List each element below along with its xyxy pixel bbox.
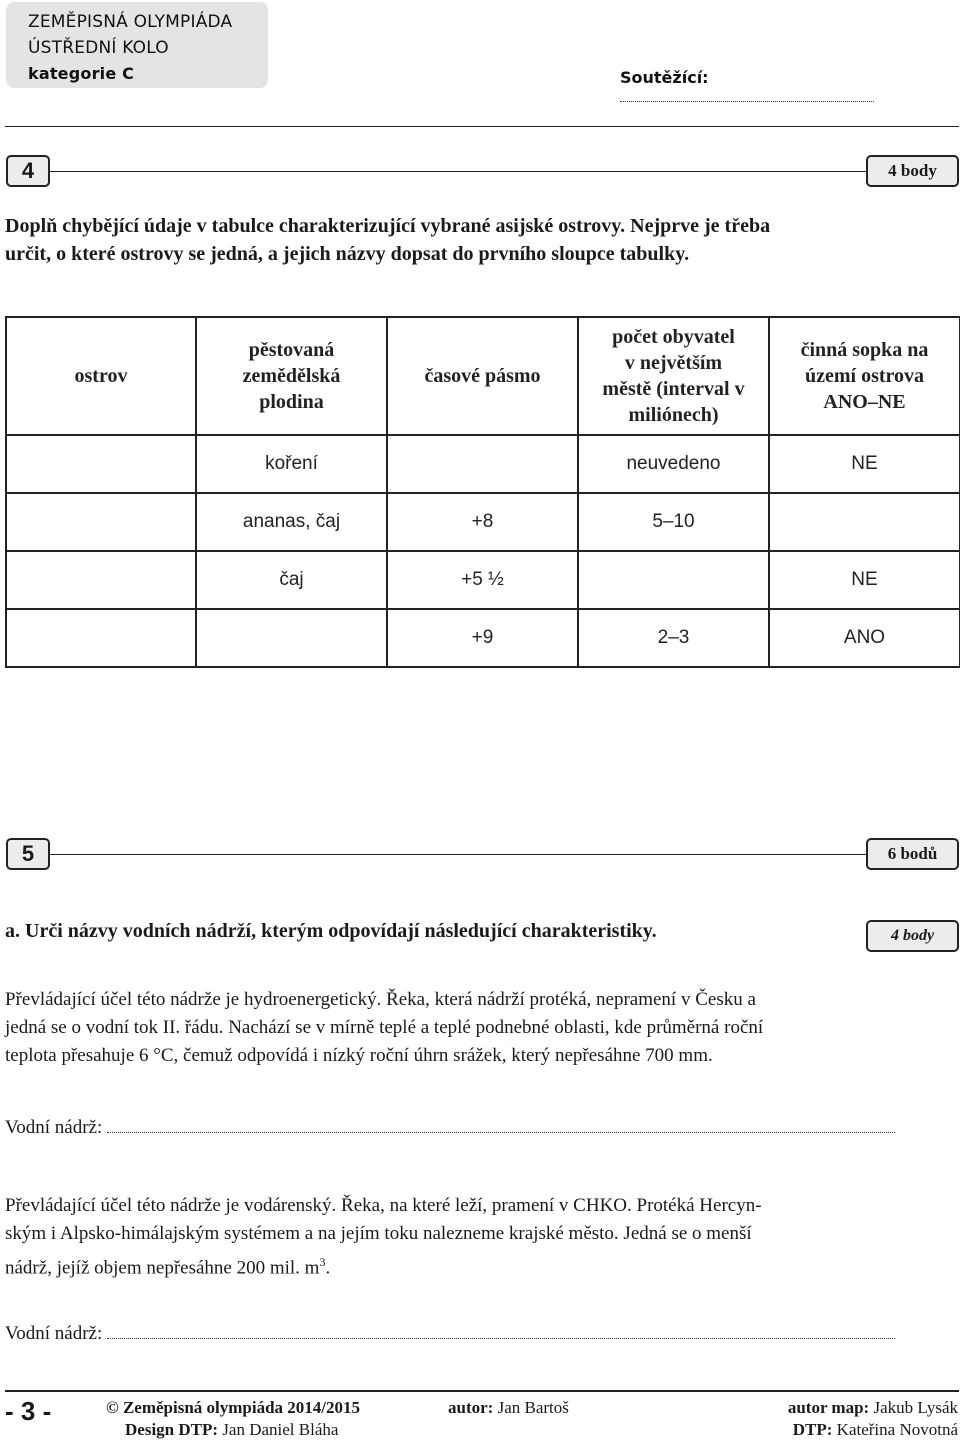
category-label: kategorie C [28,64,135,83]
table-cell[interactable] [578,551,769,609]
task-4-number: 4 [6,155,50,187]
footer-copyright: © Zeměpisná olympiáda 2014/2015 [106,1398,361,1417]
table-cell[interactable] [6,609,196,667]
table-cell: 2–3 [578,609,769,667]
table-cell: +5 ½ [387,551,578,609]
table-cell: ananas, čaj [196,493,387,551]
competitor-name-line[interactable] [620,101,874,102]
olympiad-title: ZEMĚPISNÁ OLYMPIÁDA [28,12,233,32]
page-number: - 3 - [5,1396,52,1426]
table-cell: NE [769,551,960,609]
table-row [6,435,960,493]
table-cell: koření [196,435,387,493]
reservoir-1-answer-line[interactable] [107,1132,895,1133]
answer-label: Vodní nádrž: [5,1323,103,1344]
task-4-instruction: Doplň chybějící údaje v tabulce charakterizující vybrané asijské ostrovy. Nejprve je třeba určit, o které ostrovy se jedná, a jejich názvy dopsat do prvního sloupce tabulky. [5,215,771,265]
table-cell: +9 [387,609,578,667]
col-header-timezone: časové pásmo [387,317,578,435]
reservoir-2-answer-line[interactable] [107,1338,895,1339]
table-cell: ANO [769,609,960,667]
table-row [6,551,960,609]
col-header-crop: pěstovaná zemědělská plodina [196,317,387,435]
task-5-points: 6 bodů [866,838,959,870]
col-header-population: počet obyvatel v největším městě (interval v miliónech) [578,317,769,435]
answer-label: Vodní nádrž: [5,1117,103,1138]
reservoir-2-answer [5,1320,895,1348]
table-header-row [6,317,960,435]
reservoir-1-answer [5,1114,895,1142]
table-cell[interactable] [196,609,387,667]
task-5a-instruction: a. Urči názvy vodních nádrží, kterým odpovídají následující charakteristiky. [5,920,657,942]
task-5-number: 5 [6,838,50,870]
table-cell: NE [769,435,960,493]
footer-design: Design DTP: Jan Daniel Bláha [125,1420,339,1439]
table-cell: +8 [387,493,578,551]
table-cell: 5–10 [578,493,769,551]
header-box [6,2,268,88]
col-header-volcano: činná sopka na území ostrova ANO–NE [769,317,960,435]
table-cell[interactable] [387,435,578,493]
header-divider [5,126,959,127]
table-cell: neuvedeno [578,435,769,493]
task-4-points: 4 body [866,155,959,187]
competitor-label: Soutěžící: [620,68,709,87]
footer-divider [5,1390,959,1392]
task-5a-points: 4 body [866,920,959,952]
round-title: ÚSTŘEDNÍ KOLO [28,38,169,58]
reservoir-1-description: Převládající účel této nádrže je hydroenergetický. Řeka, která nádrží protéká, nepramení v Česku a jedná se o vodní tok II. řádu. Nachází se v mírně teplé a teplé podnebné oblasti, kde průměrná roční teplota přesahuje 6 °C, čemuž odpovídá i nízký roční úhrn srážek, který nepřesáhne 700 mm. [5,989,764,1066]
table-cell[interactable] [6,551,196,609]
footer-author: autor: Jan Bartoš [448,1398,569,1417]
table-row [6,493,960,551]
table-cell: čaj [196,551,387,609]
table-cell[interactable] [769,493,960,551]
competitor-field [620,68,960,106]
footer-map-author: autor map: Jakub Lysák [787,1398,958,1417]
table-cell[interactable] [6,493,196,551]
table-row [6,609,960,667]
task-4-divider [50,171,866,172]
col-header-island: ostrov [6,317,196,435]
table-cell[interactable] [6,435,196,493]
footer-dtp: DTP: Kateřina Novotná [792,1420,958,1439]
reservoir-2-description: Převládající účel této nádrže je vodárenský. Řeka, na které leží, pramení v CHKO. Protéká Hercyn- ským i Alpsko-himálajským systémem a na jejím toku nalezneme krajské město. Jedná se o menší nádrž, jejíž objem nepřesáhne 200 mil. $m^3$. [5,1195,762,1279]
islands-table [5,316,960,668]
task-5-divider [50,854,866,855]
